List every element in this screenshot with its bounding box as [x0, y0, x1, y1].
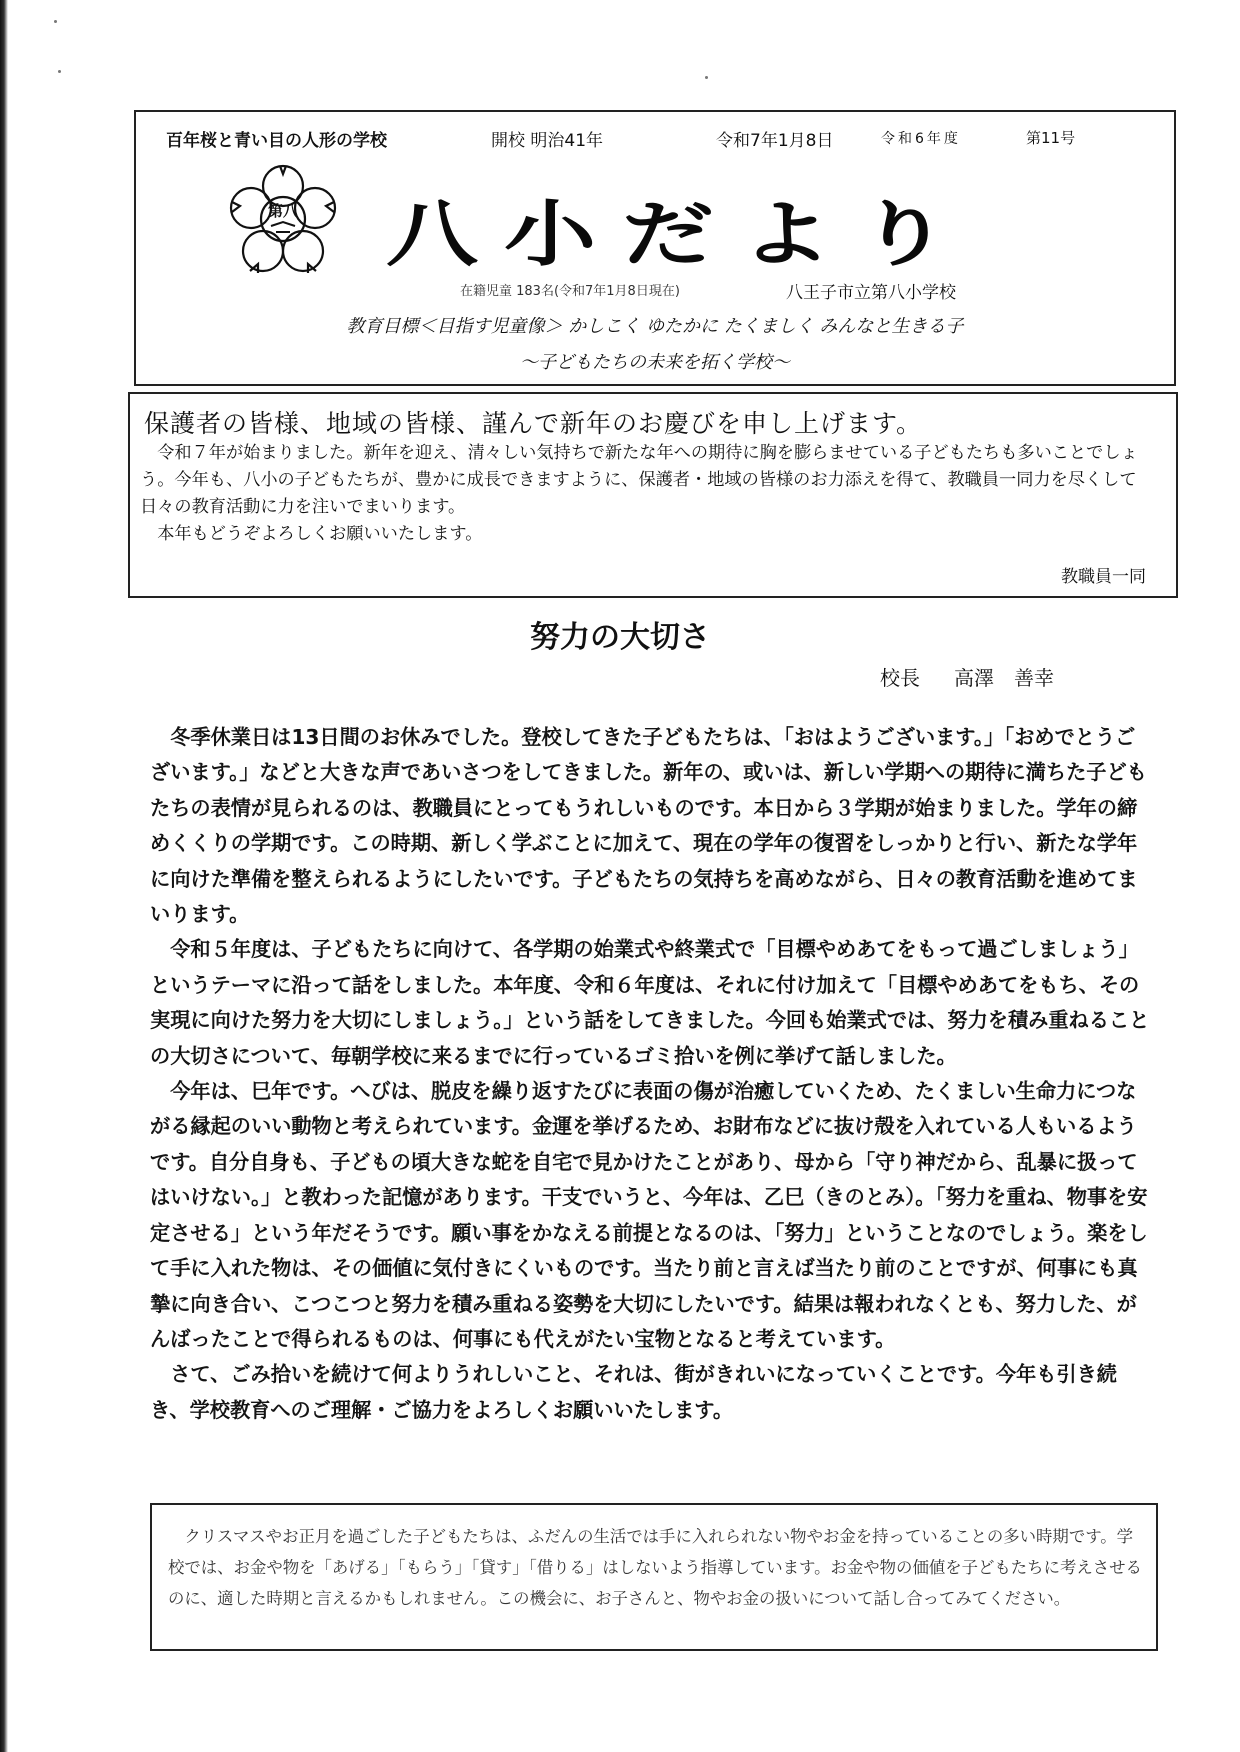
education-goal: 教育目標＜目指す児童像＞ かしこく ゆたかに たくましく みんなと生きる子	[346, 316, 964, 337]
author-name: 高澤 善幸	[954, 666, 1054, 690]
enrollment-count: 在籍児童 183名(令和7年1月8日現在)	[460, 284, 680, 299]
note-box	[150, 1503, 1158, 1651]
scan-dot	[54, 20, 57, 23]
founded-year: 開校 明治41年	[491, 131, 604, 151]
scan-dot	[58, 70, 61, 73]
school-name: 八王子市立第八小学校	[786, 283, 956, 303]
emblem-text: 第八	[267, 202, 299, 220]
fiscal-year: 令和6年度	[881, 131, 961, 147]
school-motto: 百年桜と青い目の人形の学校	[166, 131, 387, 151]
article-body	[150, 720, 1150, 1428]
article-paragraph: 冬季休業日は13日間のお休みでした。登校してきた子どもたちは、「おはようございます。」「おめでとうございます。」などと大きな声であいさつをしてきました。新年の、或いは、新しい学期への期待に満ちた子どもたちの表情が見られるのは、教職員にとってもうれしいものです。本日から３学期が始まりました。学年の締めくくりの学期です。この時期、新しく学ぶことに加えて、現在の学年の復習をしっかりと行い、新たな学年に向けた準備を整えられるようにしたいです。子どもたちの気持ちを高めながら、日々の教育活動を進めてまいります。	[150, 725, 1147, 927]
greeting-box	[128, 392, 1178, 598]
article-paragraph: 今年は、巳年です。へびは、脱皮を繰り返すたびに表面の傷が治癒していくため、たくましい生命力につながる縁起のいい動物と考えられています。金運を挙げるため、お財布などに抜け殻を入れている人もいるようです。自分自身も、子どもの頃大きな蛇を自宅で見かけたことがあり、母から「守り神だから、乱暴に扱ってはいけない。」と教わった記憶があります。干支でいうと、今年は、乙巳（きのとみ）。「努力を重ね、物事を安定させる」という年だそうです。願い事をかなえる前提となるのは、「努力」ということなのでしょう。楽をして手に入れた物は、その価値に気付きにくいものです。当たり前と言えば当たり前のことですが、何事にも真摯に向き合い、こつこつと努力を積み重ねる姿勢を大切にしたいです。結果は報われなくとも、努力した、がんばったことで得られるものは、何事にも代えがたい宝物となると考えています。	[150, 1079, 1148, 1351]
masthead	[134, 110, 1176, 386]
issue-number: 第11号	[1026, 129, 1076, 147]
article-author	[880, 662, 1054, 691]
scan-edge	[0, 0, 8, 1752]
newsletter-title: 八小だより	[386, 191, 977, 277]
issue-date: 令和7年1月8日	[716, 131, 834, 151]
article-title: 努力の大切さ	[530, 620, 710, 655]
greeting-paragraph: 令和７年が始まりました。新年を迎え、清々しい気持ちで新たな年への期待に胸を膨らませている子どもたちも多いことでしょう。今年も、八小の子どもたちが、豊かに成長できますように、保護者・地域の皆様のお力添えを得て、教職員一同力を尽くして日々の教育活動に力を注いでまいります。	[140, 443, 1138, 517]
school-emblem-icon	[208, 156, 358, 282]
article-paragraph: さて、ごみ拾いを続けて何よりうれしいこと、それは、街がきれいになっていくことです。今年も引き続き、学校教育へのご理解・ご協力をよろしくお願いいたします。	[150, 1362, 1117, 1422]
masthead-top-row	[166, 126, 1156, 152]
greeting-signature: 教職員一同	[1061, 567, 1146, 587]
scan-dot	[705, 76, 708, 79]
greeting-heading: 保護者の皆様、地域の皆様、謹んで新年のお慶びを申し上げます。	[144, 409, 923, 438]
school-vision: ～子どもたちの未来を拓く学校～	[520, 352, 790, 373]
note-text: クリスマスやお正月を過ごした子どもたちは、ふだんの生活では手に入れられない物やお金を持っていることの多い時期です。学校では、お金や物を「あげる」「もらう」「貸す」「借りる」はしないよう指導しています。お金や物の価値を子どもたちに考えさせるのに、適した時期と言えるかもしれません。この機会に、お子さんと、物やお金の扱いについて話し合ってみてください。	[168, 1527, 1142, 1608]
author-role: 校長	[880, 666, 920, 690]
greeting-paragraph: 本年もどうぞよろしくお願いいたします。	[157, 524, 483, 544]
article-paragraph: 令和５年度は、子どもたちに向けて、各学期の始業式や終業式で「目標やめあてをもって過ごしましょう」というテーマに沿って話をしました。本年度、令和６年度は、それに付け加えて「目標やめあてをもち、その実現に向けた努力を大切にしましょう。」という話をしてきました。今回も始業式では、努力を積み重ねることの大切さについて、毎朝学校に来るまでに行っているゴミ拾いを例に挙げて話しました。	[150, 937, 1150, 1068]
greeting-body	[140, 440, 1162, 548]
